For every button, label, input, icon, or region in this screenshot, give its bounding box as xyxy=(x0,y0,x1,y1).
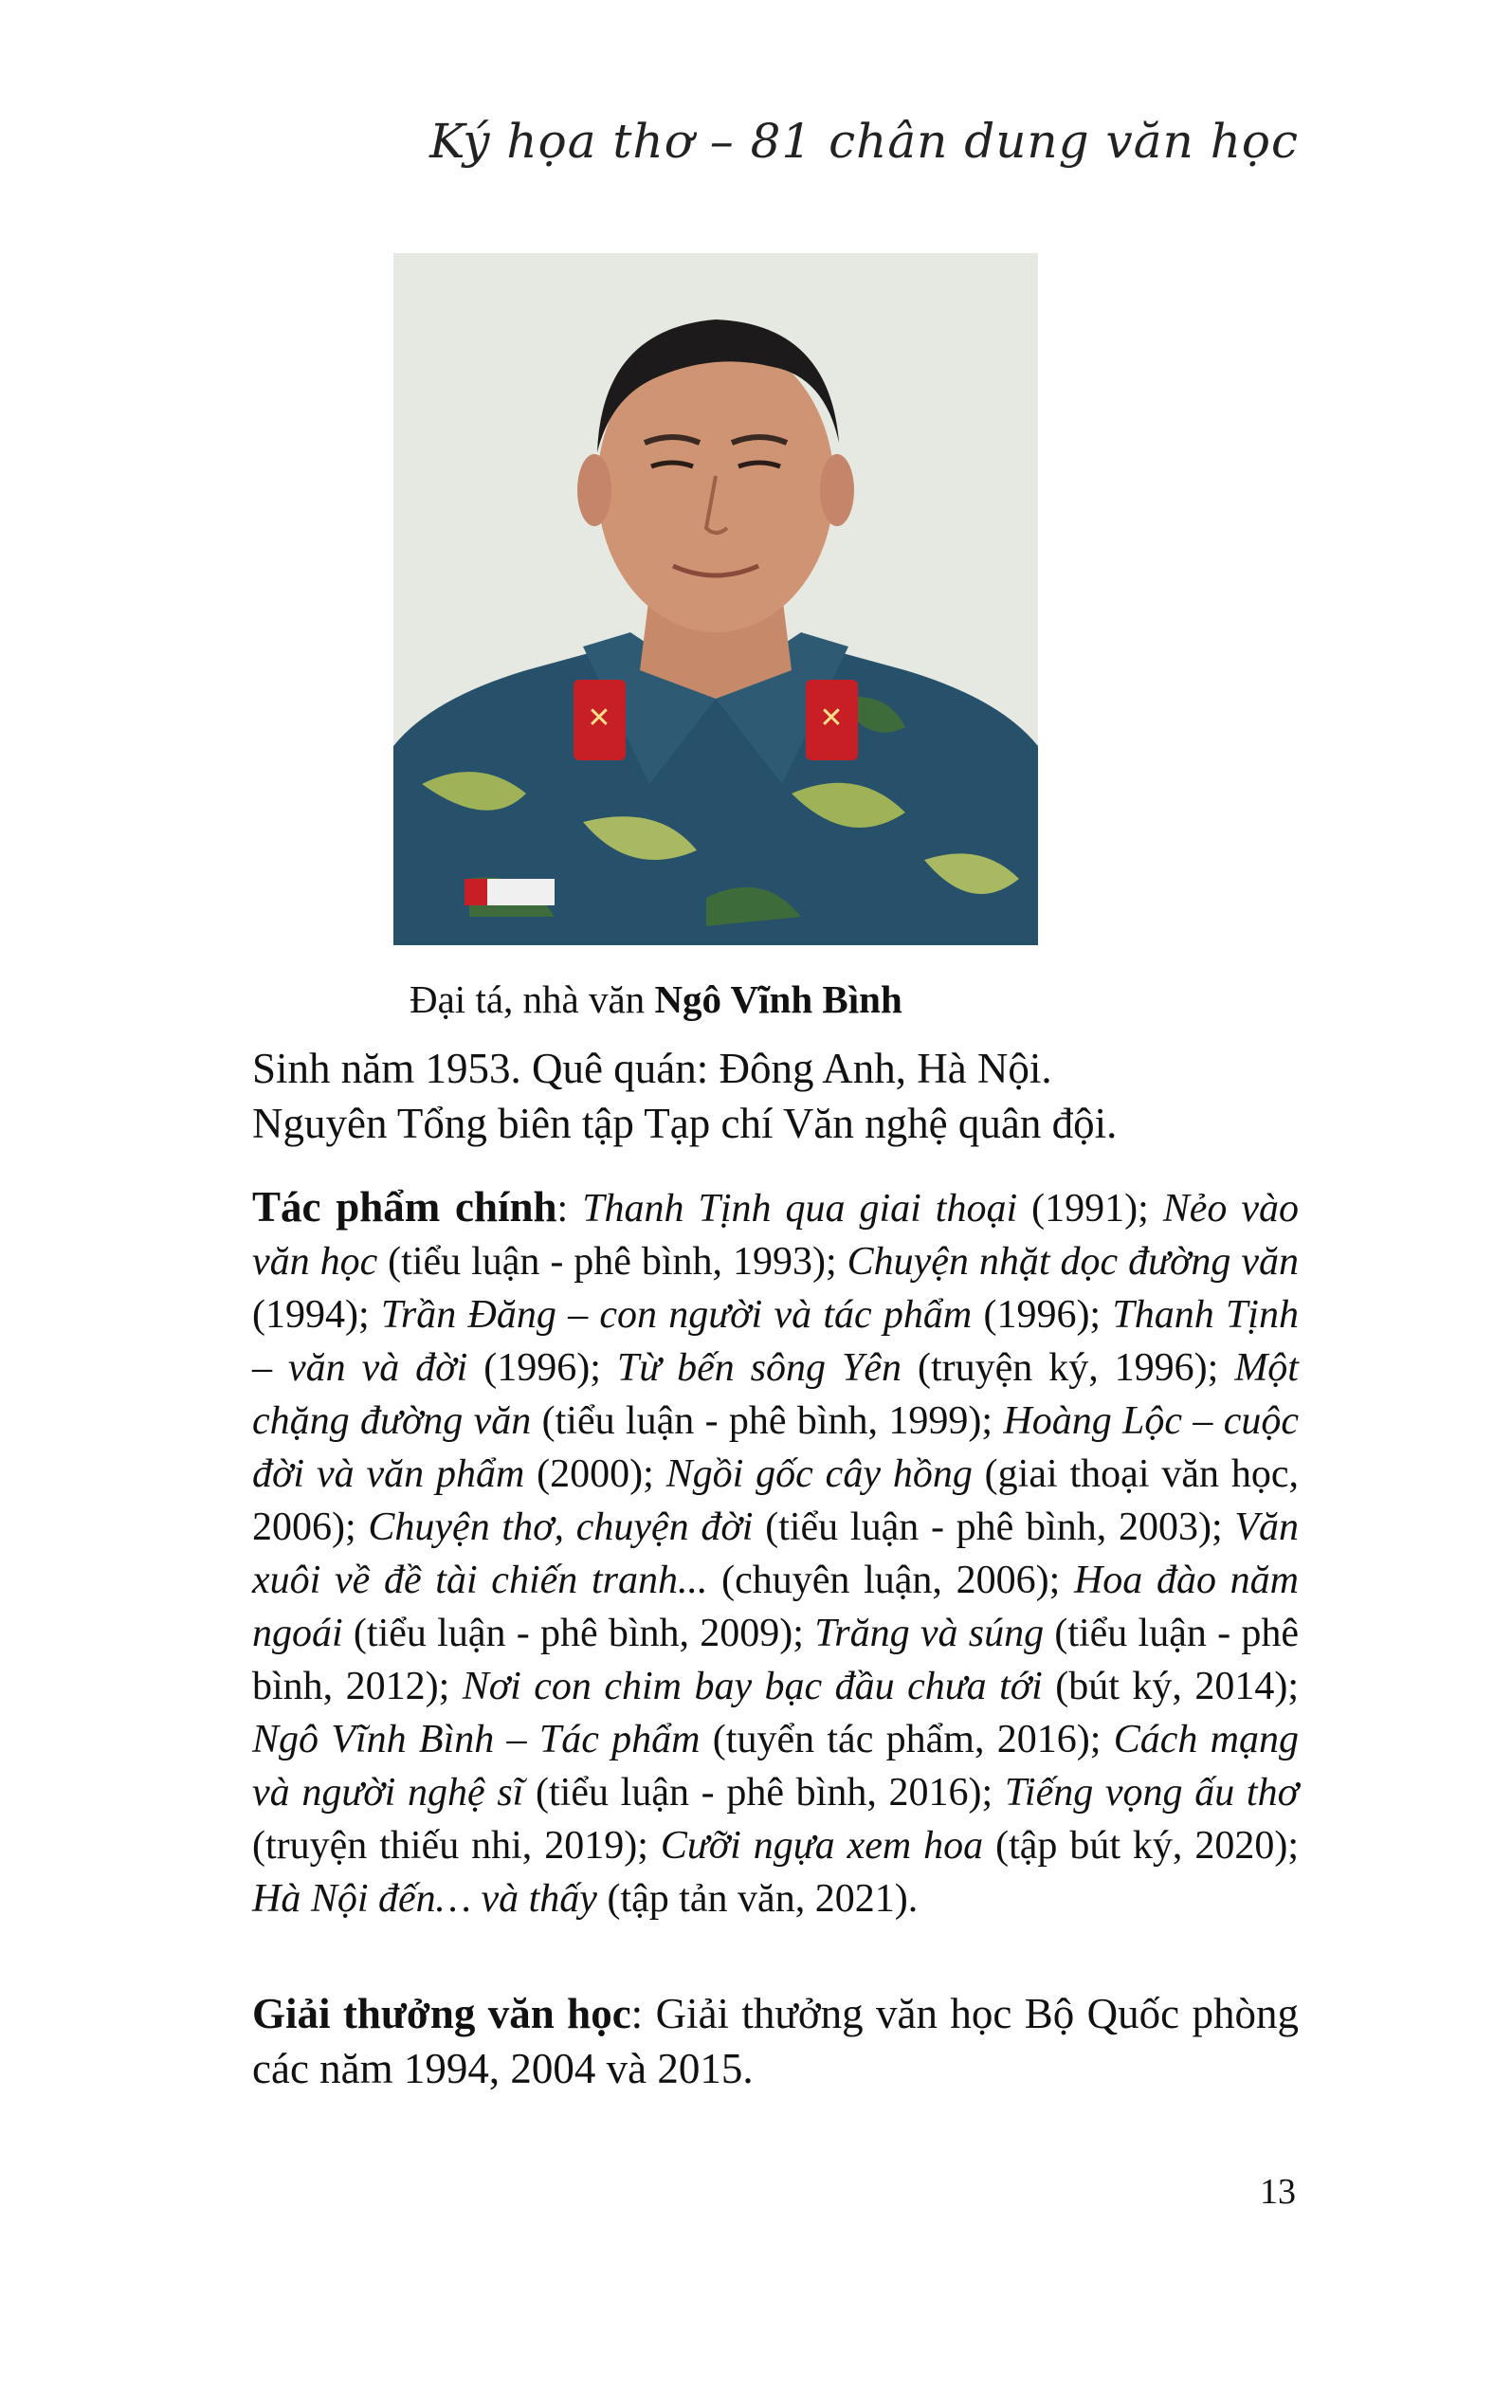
page-number: 13 xyxy=(1260,2172,1296,2212)
work-note: (1994); xyxy=(252,1293,381,1337)
work-note: (truyện thiếu nhi, 2019); xyxy=(252,1824,661,1868)
portrait-caption xyxy=(410,976,902,1022)
running-header: Ký họa thơ – 81 chân dung văn học xyxy=(429,114,1299,169)
work-title: Nơi con chim bay bạc đầu chưa tới xyxy=(462,1665,1043,1708)
awards-label: Giải thưởng văn học xyxy=(252,1990,631,2037)
work-note: (tập bút ký, 2020); xyxy=(983,1824,1300,1868)
work-note: (truyện ký, 1996); xyxy=(902,1346,1235,1390)
works-label: Tác phẩm chính xyxy=(252,1183,557,1231)
svg-text:✕: ✕ xyxy=(587,702,611,735)
awards-text: : Giải thưởng văn học Bộ Quốc phòng các năm 1994, 2004 và 2015. xyxy=(252,1990,1299,2092)
works-list xyxy=(252,1187,1299,1921)
portrait-illustration xyxy=(393,253,1038,945)
work-note: (tiểu luận - phê bình, 2009); xyxy=(342,1612,815,1655)
work-title: Hà Nội đến… và thấy xyxy=(252,1877,597,1921)
work-note: (2000); xyxy=(524,1452,666,1496)
work-title: Hoa đào năm ngoái xyxy=(252,1559,1299,1655)
work-note: (1996); xyxy=(972,1293,1113,1337)
work-note: (chuyên luận, 2006); xyxy=(707,1559,1074,1602)
work-title: Nẻo vào văn học xyxy=(252,1187,1300,1284)
work-title: Văn xuôi về đề tài chiến tranh... xyxy=(252,1505,1299,1602)
author-portrait xyxy=(393,253,1038,945)
work-title: Tiếng vọng ấu thơ xyxy=(1004,1771,1300,1815)
work-title: Thanh Tịnh qua giai thoại xyxy=(582,1187,1018,1231)
work-title: Chuyện nhặt dọc đường văn xyxy=(847,1240,1299,1284)
work-note: (tiểu luận - phê bình, 2016); xyxy=(523,1771,1005,1815)
intro-birth-line: Sinh năm 1953. Quê quán: Đông Anh, Hà Nội. xyxy=(252,1045,1052,1092)
work-note: (1991); xyxy=(1017,1187,1163,1231)
caption-prefix: Đại tá, nhà văn xyxy=(410,977,655,1021)
work-title: Cách mạng và người nghệ sĩ xyxy=(252,1718,1300,1815)
work-title: Hoàng Lộc – cuộc đời và văn phẩm xyxy=(252,1399,1299,1496)
work-note: (tập tản văn, 2021). xyxy=(596,1877,919,1921)
author-name: Ngô Vĩnh Bình xyxy=(654,977,902,1021)
work-title: Chuyện thơ, chuyện đời xyxy=(368,1505,754,1549)
work-title: Ngồi gốc cây hồng xyxy=(665,1452,973,1496)
awards-paragraph xyxy=(252,1986,1299,2096)
svg-text:✕: ✕ xyxy=(819,702,844,735)
work-title: Từ bến sông Yên xyxy=(616,1346,902,1390)
work-note: (tuyển tác phẩm, 2016); xyxy=(700,1718,1114,1761)
work-title: Trăng và súng xyxy=(814,1612,1045,1655)
works-lead: : xyxy=(556,1187,583,1231)
works-paragraph xyxy=(252,1180,1299,1925)
work-note: (tiểu luận - phê bình, 2003); xyxy=(753,1505,1235,1549)
intro-position-line: Nguyên Tổng biên tập Tạp chí Văn nghệ quân đội. xyxy=(252,1100,1118,1147)
work-note: (giai thoại văn học, 2006); xyxy=(252,1452,1299,1549)
work-note: (tiểu luận - phê bình, 1999); xyxy=(531,1399,1004,1443)
author-intro xyxy=(252,1041,1299,1151)
work-note: (tiểu luận - phê bình, 1993); xyxy=(377,1240,847,1284)
work-title: Ngô Vĩnh Bình – Tác phẩm xyxy=(252,1718,701,1761)
work-note: (1996); xyxy=(467,1346,617,1390)
work-title: Trần Đăng – con người và tác phẩm xyxy=(380,1293,973,1337)
work-note: (bút ký, 2014); xyxy=(1042,1665,1300,1708)
work-title: Một chặng đường văn xyxy=(252,1346,1299,1443)
work-title: Cưỡi ngựa xem hoa xyxy=(660,1824,984,1868)
work-title: Thanh Tịnh – văn và đời xyxy=(252,1293,1299,1390)
work-note: (tiểu luận - phê bình, 2012); xyxy=(252,1612,1300,1708)
